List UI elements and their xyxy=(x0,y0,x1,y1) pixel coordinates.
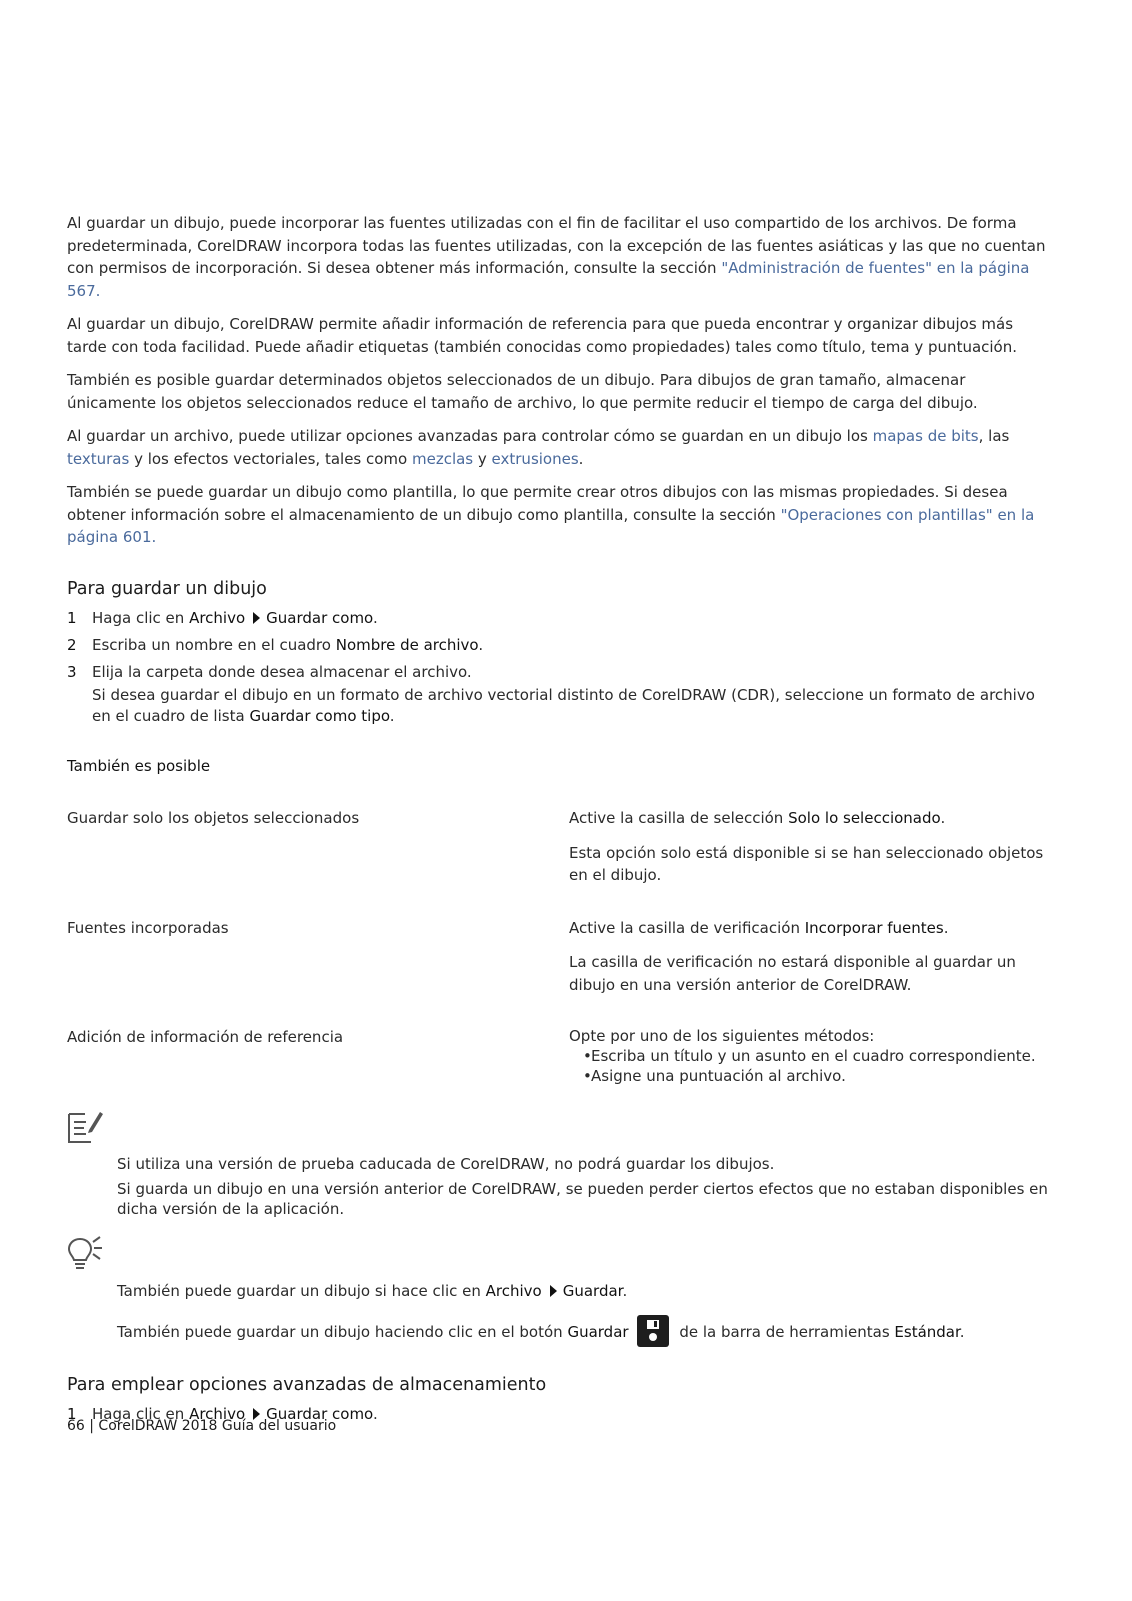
step-text-pre: Haga clic en xyxy=(92,608,190,627)
section-heading-save: Para guardar un dibujo xyxy=(67,578,267,599)
bullet-list xyxy=(569,1046,1049,1086)
step-text-pre: Escriba un nombre en el cuadro xyxy=(92,635,336,654)
menu-archivo: Archivo xyxy=(189,608,246,627)
step-number: 1 xyxy=(67,1405,77,1423)
link-bitmaps[interactable]: mapas de bits xyxy=(872,427,979,445)
menu-guardar-como: Guardar como xyxy=(266,608,373,627)
intro-paragraph-4 xyxy=(67,425,1057,470)
tip-text-end: . xyxy=(959,1323,965,1341)
menu-guardar-como: Guardar como xyxy=(266,1405,373,1423)
floppy-disk-glyph xyxy=(637,1315,669,1347)
step-text-end: . xyxy=(372,608,378,627)
step-text xyxy=(92,634,483,656)
note-pencil-icon xyxy=(67,1108,103,1144)
step-text-end: . xyxy=(372,1405,378,1423)
tip-text-pre: También puede guardar un dibujo si hace clic en xyxy=(117,1282,486,1300)
step-number: 3 xyxy=(67,662,77,681)
step-text-end: . xyxy=(389,706,395,725)
paragraph-text: También se puede guardar un dibujo como plantilla, lo que permite crear otros dibujos con las mismas propiedades. Si desea obtener información sobre el almacenamiento de un dibujo como plantilla, consulte la sección xyxy=(67,483,1008,524)
row-description xyxy=(569,917,1049,997)
link-textures[interactable]: texturas xyxy=(67,449,130,468)
tip-block xyxy=(67,1235,1057,1347)
row-label: Guardar solo los objetos seleccionados xyxy=(67,809,360,827)
ui-guardar: Guardar xyxy=(567,1323,629,1341)
intro-paragraph-2: Al guardar un dibujo, CorelDRAW permite añadir información de referencia para que pueda encontrar y organizar dibujos más tarde con toda facilidad. Puede añadir etiquetas (también conocidas como propiedades) tales como título, tema y puntuación. xyxy=(67,315,1018,356)
step-2 xyxy=(67,634,1057,656)
list-item: • Asigne una puntuación al archivo. xyxy=(569,1066,1049,1086)
tip-text-end: . xyxy=(622,1282,628,1300)
paragraph-text: Al guardar un dibujo, puede incorporar las fuentes utilizadas con el fin de facilitar el uso compartido de los archivos. De forma predeterminada, CorelDRAW incorpora todas las fuentes utilizadas, con la excepción de las fuentes asiáticas y las que no cuentan con permisos de incorporación. Si desea obtener más información, consulte la sección xyxy=(67,214,1046,277)
row-description xyxy=(569,1026,1049,1086)
tip-text-mid: de la barra de herramientas xyxy=(674,1323,895,1341)
tip-line xyxy=(117,1281,1057,1301)
ui-guardar-como-tipo: Guardar como tipo xyxy=(249,706,390,725)
ui-nombre-archivo: Nombre de archivo xyxy=(335,635,479,654)
options-table xyxy=(67,807,1057,1086)
row-label: Adición de información de referencia xyxy=(67,1028,344,1046)
tip-text xyxy=(117,1281,1057,1347)
note-text xyxy=(117,1154,1057,1219)
paragraph-text: y xyxy=(473,449,492,468)
row-text: Opte por uno de los siguientes métodos: xyxy=(569,1027,875,1045)
step-text-pre: Si desea guardar el dibujo en un formato de archivo vectorial distinto de CorelDRAW (CDR), seleccione un formato de archivo en el cuadro de lista xyxy=(92,685,1035,725)
table-row xyxy=(67,917,1057,997)
row-note: Esta opción solo está disponible si se han seleccionado objetos en el dibujo. xyxy=(569,843,1044,884)
also-possible-heading: También es posible xyxy=(67,756,211,775)
link-templates[interactable]: "Operaciones con plantillas" en la página 601. xyxy=(67,505,1035,546)
step-text-end: . xyxy=(478,635,484,654)
step-text: Elija la carpeta donde desea almacenar el archivo. xyxy=(92,662,472,681)
paragraph-text: y los efectos vectoriales, tales como xyxy=(129,449,412,468)
row-text-end: . xyxy=(943,918,949,937)
menu-arrow-icon xyxy=(550,1285,557,1297)
ui-incorporar-fuentes: Incorporar fuentes xyxy=(804,918,944,937)
table-row xyxy=(67,807,1057,887)
intro-paragraph-3: También es posible guardar determinados objetos seleccionados de un dibujo. Para dibujos de gran tamaño, almacenar únicamente los objetos seleccionados reduce el tamaño de archivo, lo que permite reducir el tiempo de carga del dibujo. xyxy=(67,371,978,412)
step-text xyxy=(92,607,378,629)
row-description xyxy=(569,807,1049,887)
menu-arrow-icon xyxy=(253,612,260,624)
step-number: 2 xyxy=(67,635,77,654)
page-content xyxy=(67,212,1057,1425)
tip-line xyxy=(117,1315,1057,1347)
row-text-pre: Active la casilla de verificación xyxy=(569,918,805,937)
page-footer: 66 | CorelDRAW 2018 Guía del usuario xyxy=(67,1418,337,1434)
note-block xyxy=(67,1108,1057,1219)
row-label: Fuentes incorporadas xyxy=(67,918,229,937)
menu-guardar: Guardar xyxy=(562,1282,623,1300)
ui-solo-seleccionado: Solo lo seleccionado xyxy=(788,809,941,827)
menu-archivo: Archivo xyxy=(189,1405,246,1423)
lightbulb-icon xyxy=(67,1235,103,1271)
menu-archivo: Archivo xyxy=(485,1282,542,1300)
intro-paragraph-5 xyxy=(67,481,1057,549)
step-3 xyxy=(67,661,1057,683)
paragraph-text: Al guardar un archivo, puede utilizar opciones avanzadas para controlar cómo se guardan en un dibujo los xyxy=(67,427,873,445)
ui-estandar: Estándar xyxy=(894,1323,960,1341)
row-text-pre: Active la casilla de selección xyxy=(569,809,789,827)
step-1 xyxy=(67,607,1057,629)
link-font-management[interactable]: "Administración de fuentes" en la página 567. xyxy=(67,259,1030,300)
intro-paragraph-1 xyxy=(67,212,1057,302)
list-item: • Escriba un título y un asunto en el cuadro correspondiente. xyxy=(569,1046,1049,1066)
step-text-pre: Haga clic en xyxy=(92,1405,190,1423)
note-line: Si utiliza una versión de prueba caducada de CorelDRAW, no podrá guardar los dibujos. xyxy=(117,1155,775,1173)
section-heading-advanced: Para emplear opciones avanzadas de almacenamiento xyxy=(67,1375,547,1395)
tip-text-pre: También puede guardar un dibujo haciendo clic en el botón xyxy=(117,1323,568,1341)
row-note: La casilla de verificación no estará disponible al guardar un dibujo en una versión anterior de CorelDRAW. xyxy=(569,953,1016,994)
step-3-detail xyxy=(92,685,1057,727)
table-row xyxy=(67,1026,1057,1086)
paragraph-text: , las xyxy=(978,427,1010,445)
note-line: Si guarda un dibujo en una versión anterior de CorelDRAW, se pueden perder ciertos efectos que no estaban disponibles en dicha versión de la aplicación. xyxy=(117,1180,1048,1218)
link-extrusions[interactable]: extrusiones xyxy=(491,449,579,468)
link-blends[interactable]: mezclas xyxy=(411,449,474,468)
row-text-end: . xyxy=(940,809,946,827)
floppy-disk-icon xyxy=(637,1315,669,1347)
paragraph-text: . xyxy=(578,449,584,468)
step-number: 1 xyxy=(67,608,77,627)
